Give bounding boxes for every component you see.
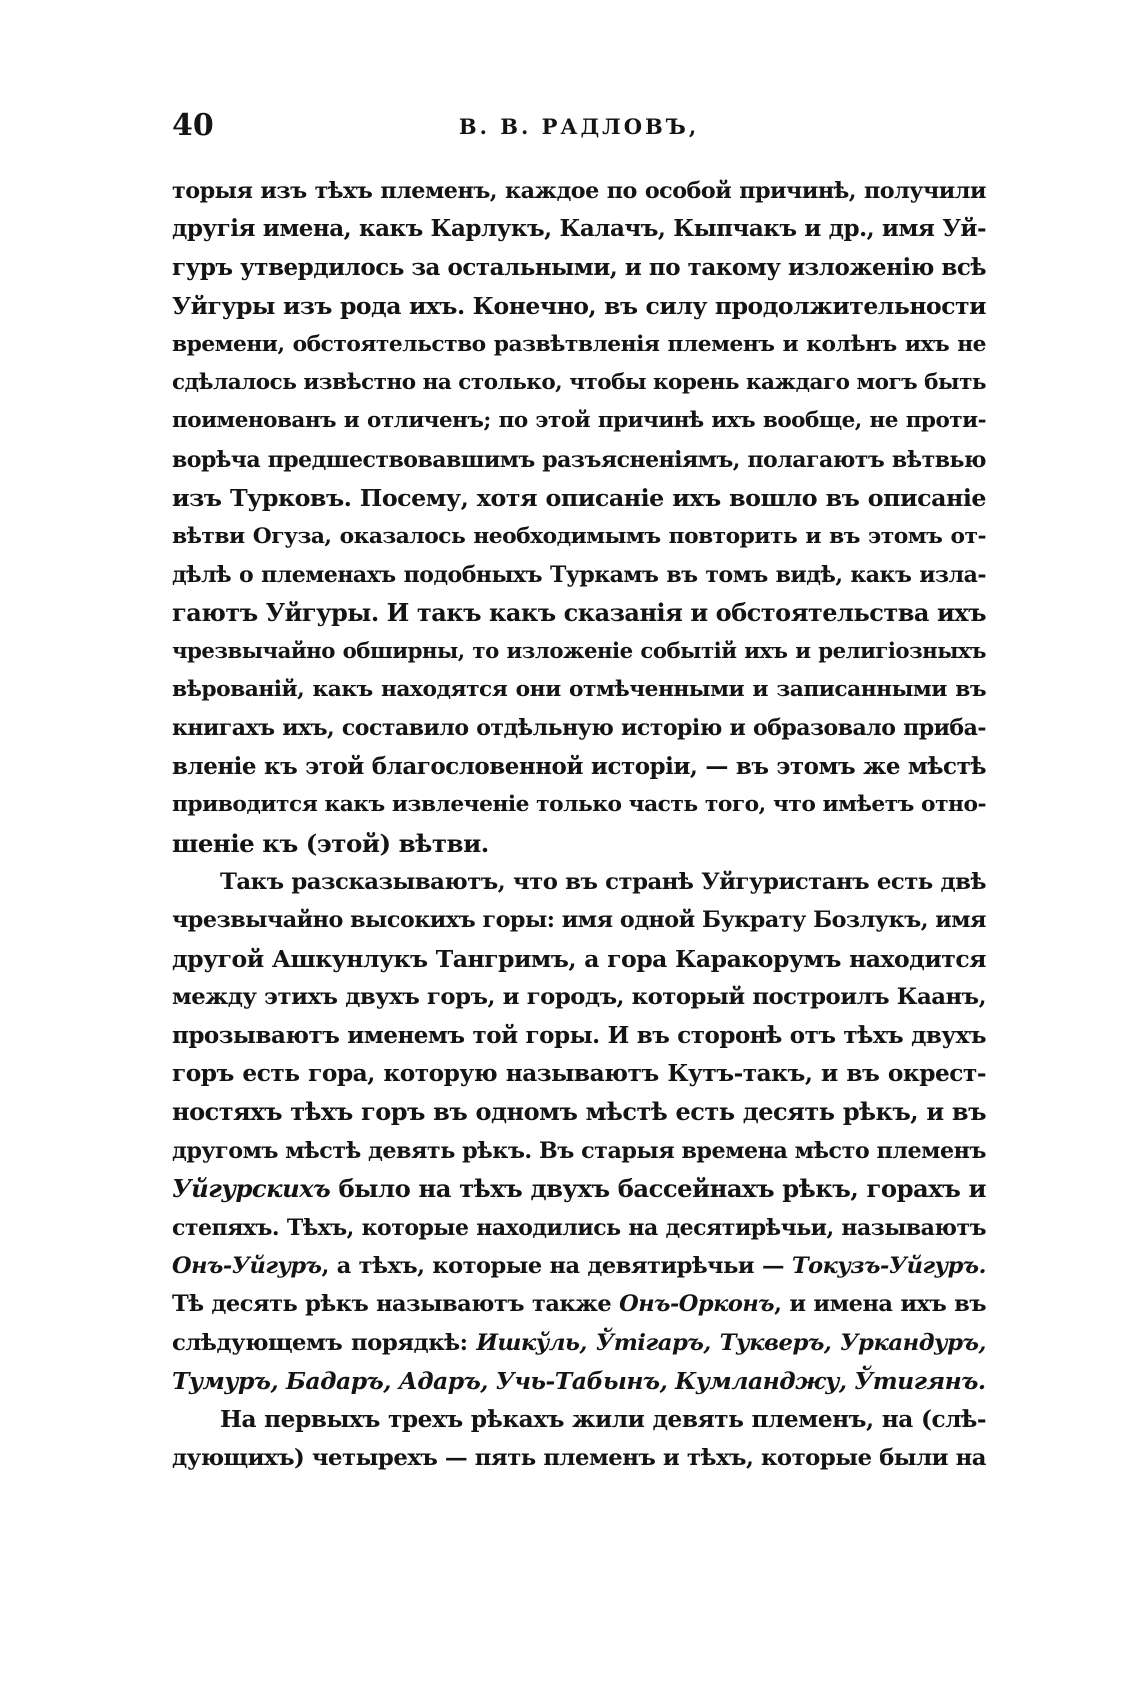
text-line: степяхъ. Тѣхъ, которые находились на десятирѣчьи, называютъ [172,1214,986,1241]
text-line [172,1247,986,1285]
italic-term: Онъ-Орконъ [619,1291,775,1318]
paragraph [172,863,986,1400]
text-line: сдѣлалось извѣстно на столько, чтобы корень каждаго могъ быть [172,369,986,395]
text-line: гуръ утвердилось за остальными, и по такому изложенію всѣ [172,253,986,281]
text-line: шеніе къ (этой) вѣтви. [172,828,489,858]
italic-term: Уйгурскихъ [172,1174,331,1204]
text-line: ностяхъ тѣхъ горъ въ одномъ мѣстѣ есть десять рѣкъ, и въ [172,1097,986,1127]
text-line: вѣрованій, какъ находятся они отмѣченными и записанными въ [172,677,986,703]
text-line: чрезвычайно высокихъ горы: имя одной Букрату Бозлукъ, имя [172,907,986,934]
italic-term: Ишкўль, Ўтігаръ, Тукверъ, Уркандуръ, [476,1329,986,1356]
text-line: ворѣча предшествовавшимъ разъясненіямъ, полагаютъ вѣтвью [172,446,986,473]
text-line: другой Ашкунлукъ Тангримъ, а гора Каракорумъ находится [172,944,986,973]
text-line [172,1285,986,1323]
text-line: торыя изъ тѣхъ племенъ, каждое по особой причинѣ, получили [172,178,986,204]
running-title: В. В. РАДЛОВЪ, [458,114,700,139]
text-line: вѣтви Огуза, оказалось необходимымъ повторить и въ этомъ от- [172,523,986,549]
italic-term: Онъ-Уйгуръ [172,1252,322,1279]
text-run: было на тѣхъ двухъ бассейнахъ рѣкъ, горахъ и [330,1174,986,1204]
paragraph [172,172,986,863]
text-line [172,1362,986,1400]
text-line: книгахъ ихъ, составило отдѣльную исторію и образовало приба- [172,715,986,742]
body-text [172,172,986,1477]
text-line: дѣлѣ о племенахъ подобныхъ Туркамъ въ томъ видѣ, какъ изла- [172,561,986,588]
text-line: другомъ мѣстѣ девять рѣкъ. Въ старыя времена мѣсто племенъ [172,1137,986,1164]
text-run: , и имена ихъ въ [774,1291,986,1318]
text-line: поименованъ и отличенъ; по этой причинѣ ихъ вообще, не проти- [172,408,986,434]
text-line: приводится какъ извлеченіе только часть того, что имѣетъ отно- [172,792,986,818]
page-header [172,108,986,148]
page-number: 40 [172,108,214,143]
text-line: На первыхъ трехъ рѣкахъ жили девять племенъ, на (слѣ- [220,1405,986,1433]
text-line: другія имена, какъ Карлукъ, Калачъ, Кыпчакъ и др., имя Уй- [172,215,986,243]
italic-term: Тумуръ, Бадаръ, Адаръ, Учь-Табынъ, Кумланджу, Ўтигянъ. [172,1367,986,1396]
paragraph [172,1401,986,1478]
text-line: горъ есть гора, которую называютъ Кутъ-такъ, и въ окрест- [172,1059,986,1087]
text-run: Тѣ десять рѣкъ называютъ также [172,1291,620,1318]
text-line: дующихъ) четырехъ — пять племенъ и тѣхъ, которые были на [172,1444,986,1471]
text-line: прозываютъ именемъ той горы. И въ сторонѣ отъ тѣхъ двухъ [172,1021,986,1049]
text-line: времени, обстоятельство развѣтвленія племенъ и колѣнъ ихъ не [172,331,986,357]
text-line [172,1170,986,1208]
text-line: Уйгуры изъ рода ихъ. Конечно, въ силу продолжительности [172,292,986,321]
italic-term: Токузъ-Уйгуръ. [791,1252,986,1279]
text-line: Такъ разсказываютъ, что въ странѣ Уйгуристанъ есть двѣ [220,869,986,896]
text-line: между этихъ двухъ горъ, и городъ, который построилъ Каанъ, [172,984,986,1011]
text-line: чрезвычайно обширны, то изложеніе событій ихъ и религіозныхъ [172,638,986,664]
text-run: слѣдующемъ порядкѣ: [172,1329,477,1356]
text-line: вленіе къ этой благословенной исторіи, — въ этомъ же мѣстѣ [172,752,986,780]
text-line: гаютъ Уйгуры. И такъ какъ сказанія и обстоятельства ихъ [172,598,986,628]
text-run: , а тѣхъ, которые на девятирѣчьи — [321,1252,792,1279]
text-line [172,1324,986,1362]
text-line: изъ Турковъ. Посему, хотя описаніе ихъ вошло въ описаніе [172,484,986,513]
